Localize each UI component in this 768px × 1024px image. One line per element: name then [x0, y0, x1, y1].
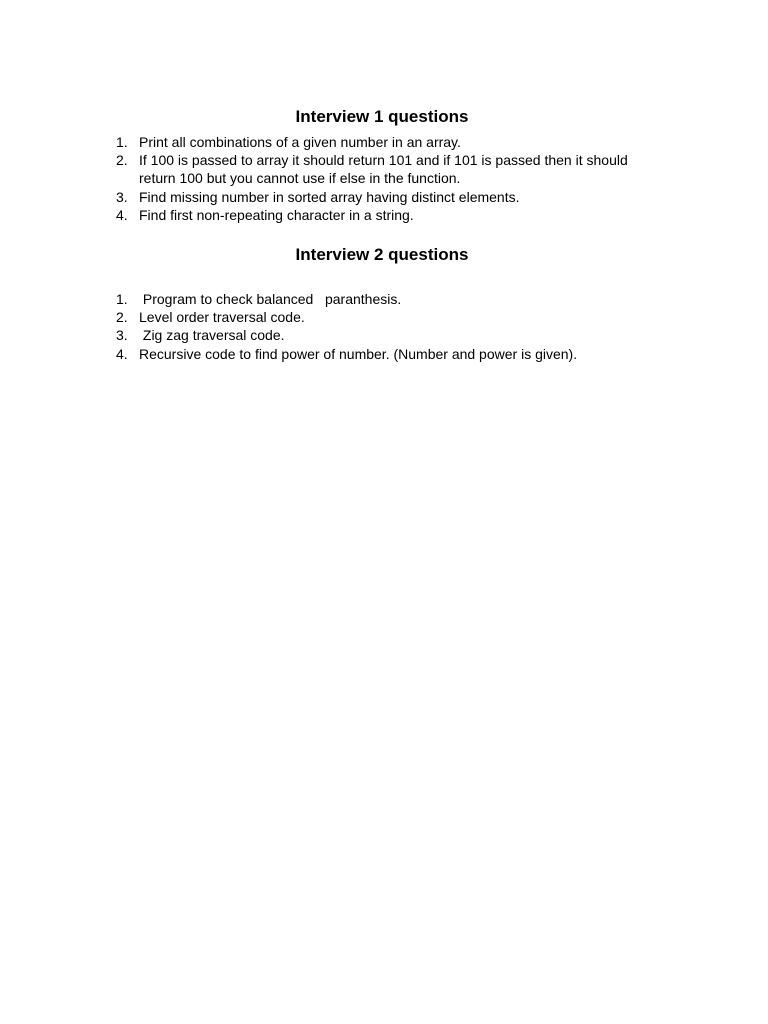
section-1-title: Interview 1 questions [295, 107, 469, 126]
section-2-question-list [116, 290, 656, 363]
question-number: 1. [116, 291, 128, 307]
section-2-title: Interview 2 questions [295, 245, 469, 264]
question-text: Zig zag traversal code. [139, 327, 285, 344]
section-1-question-list [116, 133, 656, 224]
question-item [116, 345, 656, 363]
question-number: 1. [116, 134, 128, 150]
question-item [116, 188, 656, 206]
question-item [116, 206, 656, 224]
question-item [116, 290, 656, 308]
question-text: Find missing number in sorted array having distinct elements. [139, 188, 520, 205]
question-number: 4. [116, 345, 128, 362]
question-number: 2. [116, 152, 128, 169]
question-text: Find first non-repeating character in a string. [139, 206, 414, 223]
question-item [116, 308, 656, 326]
question-item [116, 326, 656, 344]
question-number: 3. [116, 327, 128, 344]
question-text: Print all combinations of a given number in an array. [139, 134, 461, 150]
question-text: Level order traversal code. [139, 309, 305, 326]
question-text: Recursive code to find power of number. (Number and power is given). [139, 345, 578, 362]
question-text: Program to check balanced paranthesis. [139, 291, 402, 307]
question-number: 4. [116, 206, 128, 223]
question-item [116, 151, 656, 187]
question-item [116, 133, 656, 151]
question-number: 2. [116, 309, 128, 326]
question-number: 3. [116, 188, 128, 205]
question-text: If 100 is passed to array it should return 101 and if 101 is passed then it should return 100 but you cannot use if else in the function. [139, 152, 632, 187]
